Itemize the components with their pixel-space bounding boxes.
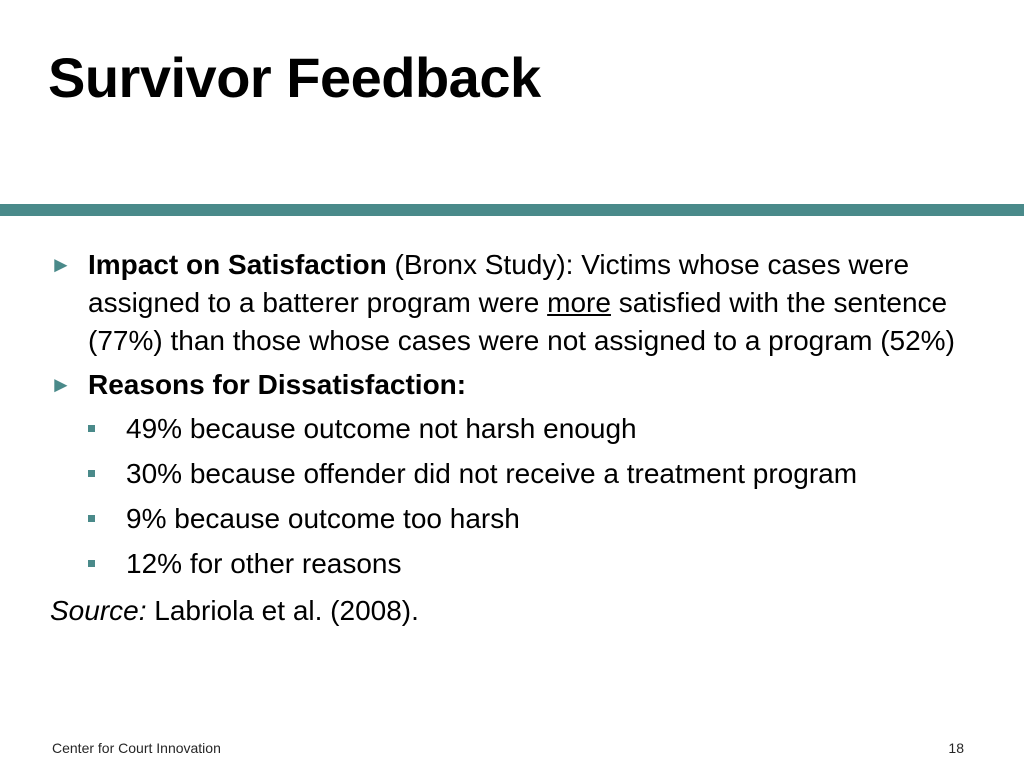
sub-bullet-text: 30% because offender did not receive a treatment program <box>126 458 858 489</box>
bullet-impact-on-satisfaction <box>50 246 980 360</box>
footer-page-number: 18 <box>948 740 964 756</box>
sub-bullet-item <box>50 500 980 545</box>
bullet-heading: Impact on Satisfaction <box>88 249 387 280</box>
title-divider <box>0 204 1024 216</box>
sub-bullet-text: 12% for other reasons <box>126 548 402 579</box>
footer-organization: Center for Court Innovation <box>52 740 221 756</box>
sub-bullet-item <box>50 410 980 455</box>
bullet-reasons-for-dissatisfaction <box>50 366 980 404</box>
slide-content <box>50 246 980 630</box>
triangle-right-icon: ► <box>50 252 72 277</box>
triangle-right-icon: ► <box>50 372 72 397</box>
square-bullet-icon <box>88 500 126 538</box>
sub-bullet-item <box>50 545 980 590</box>
sub-bullet-list <box>50 410 980 590</box>
square-bullet-icon <box>88 455 126 493</box>
sub-bullet-text: 49% because outcome not harsh enough <box>126 413 637 444</box>
bullet-heading: Reasons for Dissatisfaction: <box>88 369 467 400</box>
square-bullet-icon <box>88 545 126 583</box>
source-label: Source: <box>50 595 147 626</box>
square-bullet-icon <box>88 410 126 448</box>
bullet-body-after: satisfied with the sentence (77%) than those whose cases were not assigned to a program (52%) <box>88 287 955 356</box>
slide-title: Survivor Feedback <box>48 46 541 109</box>
sub-bullet-text: 9% because outcome too harsh <box>126 503 520 534</box>
sub-bullet-item <box>50 455 980 500</box>
bullet-text <box>88 246 980 360</box>
source-citation <box>50 592 980 630</box>
source-text: Labriola et al. (2008). <box>146 595 419 626</box>
bullet-body-before: (Bronx Study): Victims whose cases were assigned to a batterer program were <box>88 249 910 318</box>
bullet-emphasis: more <box>547 287 611 318</box>
